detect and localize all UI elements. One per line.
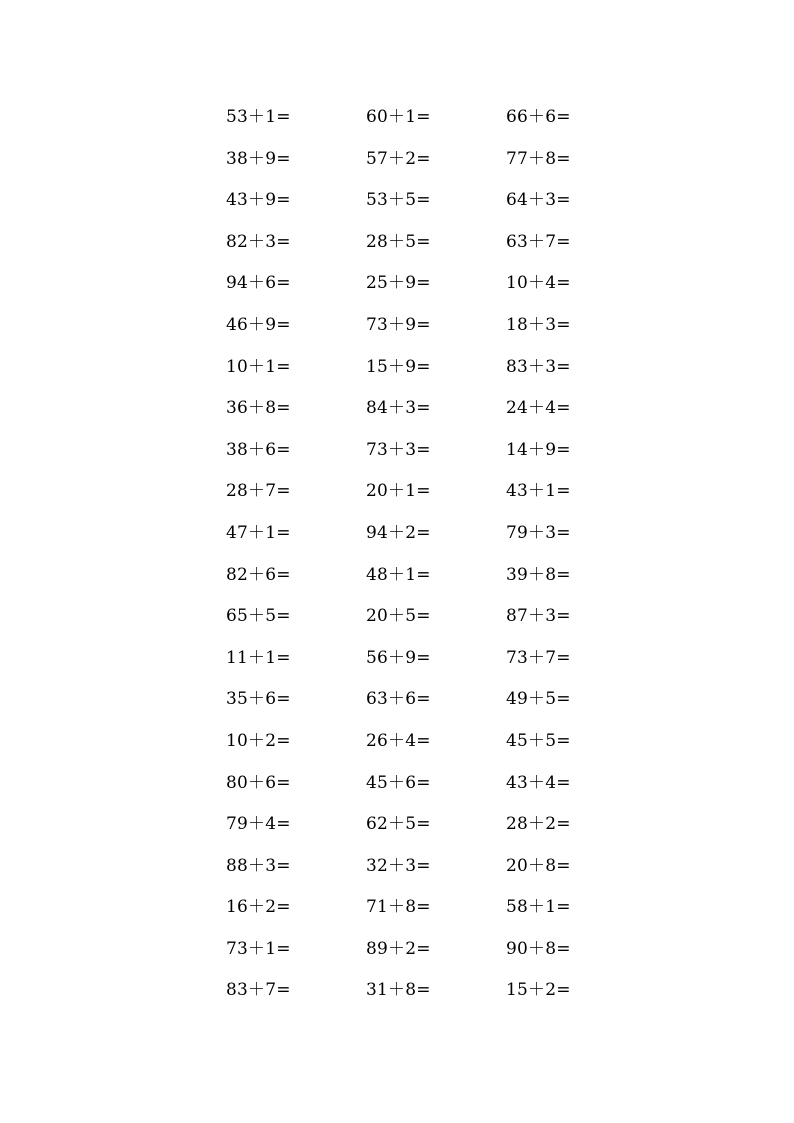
addition-problem: 20＋1=: [366, 481, 431, 502]
addition-problem: 53＋5=: [366, 190, 431, 211]
addition-problem: 87＋3=: [506, 606, 571, 627]
addition-problem: 63＋6=: [366, 689, 431, 710]
addition-problem: 20＋5=: [366, 606, 431, 627]
addition-problem: 56＋9=: [366, 647, 431, 668]
addition-problem: 83＋7=: [226, 980, 291, 1001]
addition-problem: 43＋4=: [506, 772, 571, 793]
addition-problem: 94＋6=: [226, 273, 291, 294]
addition-problem: 80＋6=: [226, 772, 291, 793]
addition-problem: 79＋4=: [226, 814, 291, 835]
addition-problem: 35＋6=: [226, 689, 291, 710]
addition-problem: 26＋4=: [366, 730, 431, 751]
addition-problem: 45＋5=: [506, 730, 571, 751]
addition-problem: 20＋8=: [506, 855, 571, 876]
addition-problem: 39＋8=: [506, 564, 571, 585]
addition-problem: 89＋2=: [366, 938, 431, 959]
addition-problem: 16＋2=: [226, 897, 291, 918]
addition-problem: 32＋3=: [366, 855, 431, 876]
addition-problem: 88＋3=: [226, 855, 291, 876]
addition-problem: 90＋8=: [506, 938, 571, 959]
addition-problem: 10＋4=: [506, 273, 571, 294]
addition-problem: 82＋6=: [226, 564, 291, 585]
addition-problem: 14＋9=: [506, 439, 571, 460]
addition-problem: 60＋1=: [366, 107, 431, 127]
addition-problem: 43＋1=: [506, 481, 571, 502]
addition-problem: 71＋8=: [366, 897, 431, 918]
addition-problem: 47＋1=: [226, 522, 291, 543]
addition-problem: 83＋3=: [506, 356, 571, 377]
addition-problem: 82＋3=: [226, 231, 291, 252]
addition-problem: 15＋9=: [366, 356, 431, 377]
addition-problem: 31＋8=: [366, 980, 431, 1001]
addition-problem: 10＋2=: [226, 730, 291, 751]
addition-problem: 10＋1=: [226, 356, 291, 377]
addition-problem: 73＋7=: [506, 647, 571, 668]
addition-problem: 18＋3=: [506, 314, 571, 335]
addition-problem: 28＋2=: [506, 814, 571, 835]
addition-problem: 24＋4=: [506, 398, 571, 419]
addition-problem: 63＋7=: [506, 231, 571, 252]
addition-problem: 94＋2=: [366, 522, 431, 543]
addition-problem: 65＋5=: [226, 606, 291, 627]
addition-problem: 57＋2=: [366, 148, 431, 169]
addition-problem: 38＋9=: [226, 148, 291, 169]
addition-problem: 38＋6=: [226, 439, 291, 460]
addition-problem: 79＋3=: [506, 522, 571, 543]
addition-problem: 73＋9=: [366, 314, 431, 335]
addition-problem: 62＋5=: [366, 814, 431, 835]
addition-problem: 15＋2=: [506, 980, 571, 1001]
addition-problem: 28＋5=: [366, 231, 431, 252]
problem-grid: [226, 105, 646, 1020]
addition-problem: 45＋6=: [366, 772, 431, 793]
addition-problem: 11＋1=: [226, 647, 291, 668]
addition-problem: 77＋8=: [506, 148, 571, 169]
addition-problem: 48＋1=: [366, 564, 431, 585]
addition-problem: 43＋9=: [226, 190, 291, 211]
addition-problem: 46＋9=: [226, 314, 291, 335]
addition-problem: 53＋1=: [226, 107, 291, 127]
addition-problem: 84＋3=: [366, 398, 431, 419]
addition-problem: 25＋9=: [366, 273, 431, 294]
addition-problem: 64＋3=: [506, 190, 571, 211]
addition-problem: 36＋8=: [226, 398, 291, 419]
addition-problem: 73＋3=: [366, 439, 431, 460]
addition-problem: 73＋1=: [226, 938, 291, 959]
addition-problem: 58＋1=: [506, 897, 571, 918]
addition-problem: 28＋7=: [226, 481, 291, 502]
addition-problem: 49＋5=: [506, 689, 571, 710]
addition-problem: 66＋6=: [506, 107, 571, 127]
